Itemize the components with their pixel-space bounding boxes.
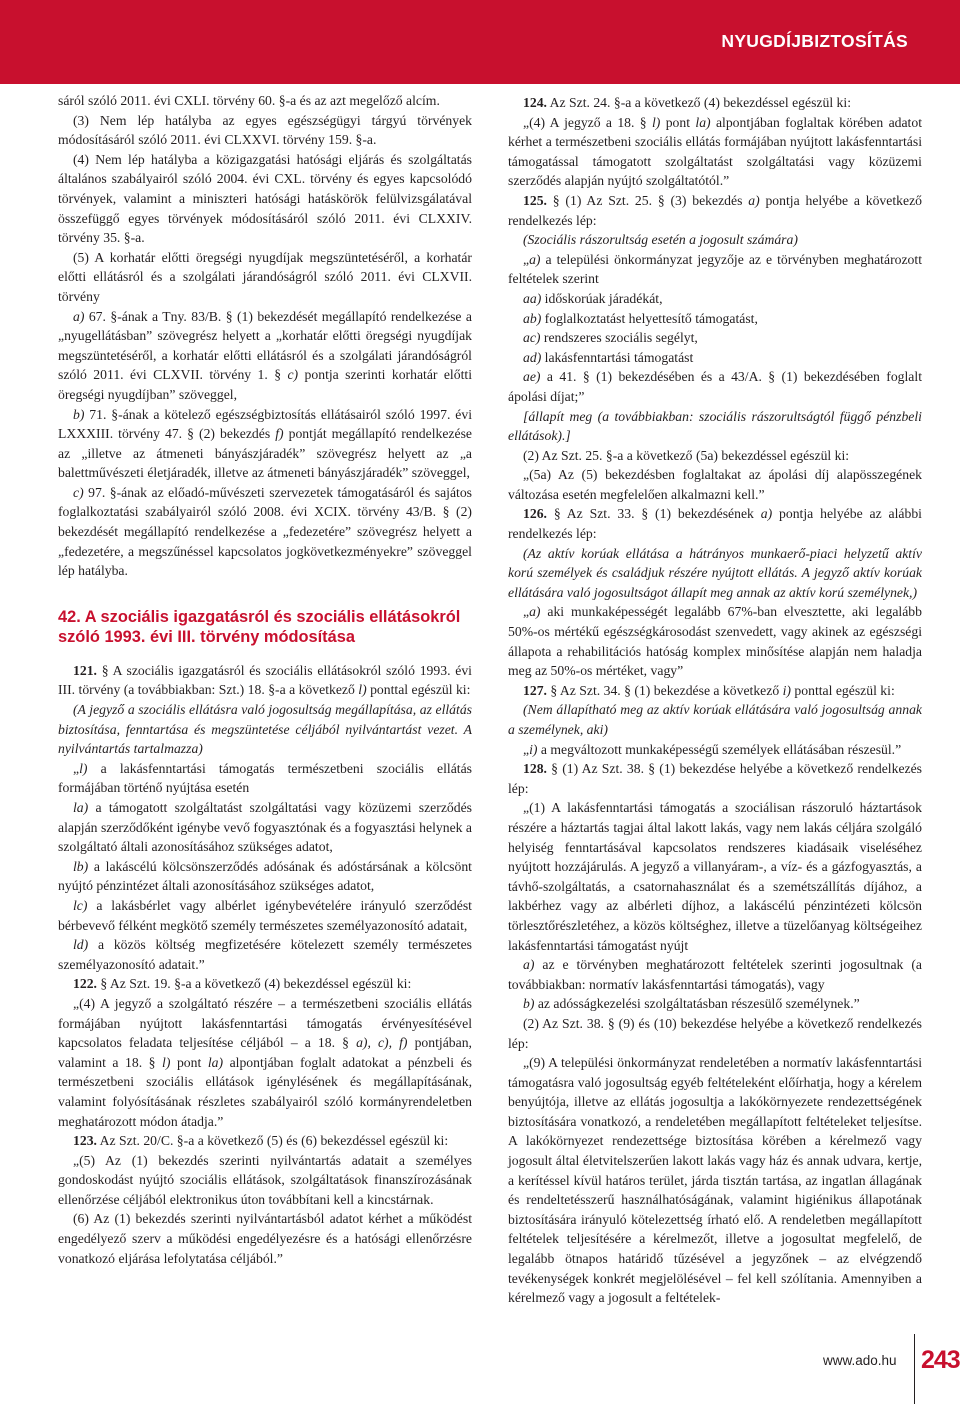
text-run: la)	[695, 114, 711, 130]
paragraph	[58, 248, 472, 307]
text-run: (A jegyző a szociális ellátásra való jogosultság megállapítása, az ellátás biztosítása, fenntartása és megszüntetése céljából nyilvántartást vezet. A nyilvántartás tartalmazza)	[58, 702, 472, 757]
text-run: 71. §-ának a kötelező egészségbiztosítás ellátásairól szóló 1997. évi LXXXIII. törvény 47. § (2) bekezdés	[58, 406, 472, 442]
text-run: a)	[529, 604, 541, 620]
text-run: a lakásbérlet vagy albérlet igénybevételére irányuló szerződést bérbevevő félként megkötő személy természetes személyazonosító adatait,	[58, 897, 472, 933]
paragraph-number: 123.	[73, 1133, 97, 1149]
section-title: NYUGDÍJBIZTOSÍTÁS	[721, 31, 908, 51]
text-run: § (1) Az Szt. 38. § (1) bekezdése helyébe a következő rendelkezés lép:	[508, 761, 922, 796]
text-run: c)	[287, 367, 299, 383]
text-run: „(5) Az (1) bekezdés szerinti nyilvántartás adatait a személyes gondoskodást nyújtó szociális ellátások, szolgáltatások finanszírozásának ellenőrzése céljából elektronikus úton továbbítani kell a kincstárnak.	[58, 1152, 472, 1207]
text-run: alpontjában foglaltak körében adatot kérhet a természetbeni szociális ellátás formájában nyújtott lakásfenntartási támogatással támogatott szolgáltatást szolgáltatási vagy közüzemi szerződés alapján nyújtó szolgáltatótól.”	[508, 114, 923, 189]
text-run: § Az Szt. 19. §-a a következő (4) bekezdéssel egészül ki:	[96, 976, 412, 992]
text-run: a 41. § (1) bekezdésében és a 43/A. § (1) bekezdésében foglalt ápolási díjat;”	[508, 369, 922, 404]
paragraph	[508, 994, 922, 1014]
text-run: § Az Szt. 34. § (1) bekezdése a következő	[546, 682, 783, 698]
text-run: (5) A korhatár előtti öregségi nyugdíjak megszüntetéséről, a korhatár előtti ellátásról és a szolgálati járandóságról szóló 2011. évi CLXVII. törvény	[58, 249, 472, 304]
paragraph	[508, 544, 922, 603]
text-run: a támogatott szolgáltatást szolgáltatási vagy közüzemi szerződés alapján szerződőként igénybe vevő fogyasztónak és a fogyasztási helynek a szolgáltató általi azonosításához szükséges adatot,	[58, 800, 472, 855]
footer-divider	[914, 1334, 915, 1404]
text-run: lakásfenntartási támogatást	[541, 349, 694, 365]
text-run: f)	[275, 426, 284, 442]
footer-url[interactable]: www.ado.hu	[823, 1353, 897, 1368]
text-run: a)	[760, 506, 773, 522]
text-run: c)	[73, 484, 84, 500]
text-run: pontja helyébe az alábbi rendelkezés lép:	[508, 506, 922, 542]
paragraph	[508, 309, 922, 329]
paragraph	[508, 407, 922, 446]
text-run: ac)	[523, 330, 541, 346]
paragraph	[508, 759, 922, 798]
text-run: ae)	[523, 369, 541, 385]
paragraph	[508, 348, 922, 368]
text-run: lb)	[73, 858, 89, 874]
text-run: „(9) A települési önkormányzat rendeletében a normatív lakásfenntartási támogatásra való jogosultság egyéb feltételeként előírhatja, hogy a kérelem benyújtója, illetve az ellátás jogosultja a lakókörnyezete rendezettségének biztosítására vonatkozó, a rendeletében megállapított feltételeket teljesítse. A lakókörnyezet rendezettsége biztosítása körében a kérelmező vagy jogosult által életvitelszerűen lakott lakás vagy ház és annak udvara, kertje, a kerítéssel kívül határos terület, járda tisztán tartása, az ingatlan állagának és rendeltetésszerű használhatóságának, valamint higiénikus állapotának biztosítására irányuló kötelezettség írható elő. A rendeletben megállapított feltételek teljesítésére a kérelmezőt, illetve a jogosultat megfelelő, de legalább ötnapos határidő tűzésével a jegyzőnek – az elvégzendő tevékenységek konkrét megjelölésével – fel kell szólítania. Amennyiben a kérelmező vagy a jogosult a feltételek-	[508, 1055, 922, 1306]
text-run: a)	[73, 308, 85, 324]
text-run: alpontjában foglalt adatokat a pénzbeli és természetbeni szociális ellátások igénylésének és megállapításának, valamint folyósításának részletes szabályairól szóló kormányrendeletben meghatározott módon átadja.”	[58, 1054, 473, 1129]
paragraph	[58, 1209, 472, 1268]
text-run: időskorúak járadékát,	[541, 290, 663, 306]
paragraph	[508, 93, 922, 113]
paragraph-number: 127.	[523, 682, 547, 698]
paragraph	[58, 896, 472, 935]
text-run: aki munkaképességét legalább 67%-ban elvesztette, aki legalább 50%-os mértékű egészségkárosodást szenvedett, vagy akinek az egészségi állapota a rehabilitációs hatóság komplex minősítése alapján nem haladja meg az 50%-os mértéket, vagy”	[508, 604, 922, 679]
text-run: az adósságkezelési szolgáltatásban részesülő személynek.”	[534, 996, 860, 1012]
paragraph-number: 125.	[523, 192, 547, 208]
paragraph	[508, 328, 922, 348]
paragraph	[508, 191, 922, 230]
text-run: lc)	[73, 897, 88, 913]
text-run: pont	[660, 114, 696, 130]
paragraph	[508, 602, 922, 680]
text-run: pontjában, valamint a 18. §	[58, 1035, 472, 1070]
text-run: (6) Az (1) bekezdés szerinti nyilvántartásból adatot kérhet a működést engedélyező szerv a működési engedélyezésre és a hatósági ellenőrzésre vonatkozó eljárása lefolytatása céljából.”	[58, 1211, 472, 1266]
paragraph	[508, 1014, 922, 1053]
paragraph	[508, 113, 922, 191]
text-run: la)	[207, 1054, 224, 1070]
text-run: „	[73, 760, 80, 776]
paragraph	[508, 250, 922, 289]
text-run: rendszeres szociális segélyt,	[540, 330, 698, 346]
text-run: § A szociális igazgatásról és szociális ellátásokról szóló 1993. évi III. törvény (a továbbiakban: Szt.) 18. §-a a következő	[58, 662, 472, 698]
paragraph	[58, 798, 472, 857]
right-column	[508, 93, 922, 1308]
text-run: l)	[79, 760, 88, 776]
paragraph	[508, 367, 922, 406]
paragraph	[58, 307, 472, 405]
header-band	[0, 0, 960, 84]
text-run: „	[523, 604, 530, 620]
text-run: „(1) A lakásfenntartási támogatás a szociálisan rászoruló háztartások részére a háztartás tagjai által lakott lakás, vagy nem lakás céljára szolgáló helyiség fenntartásával kapcsolatos rendszeres kiadásaik viseléséhez nyújtott hozzájárulás. A jegyző a villanyáram-, a víz- és a gázfogyasztás, a távhő-szolgáltatás, a csatornahasználat és a szemétszállítás díjához, a lakbérhez vagy az albérleti díjhoz, a lakáscélú pénzintézeti kölcsön törlesztőrészletéhez, a közös költséghez, illetve a tüzelőanyag költségeihez lakásfenntartási támogatást nyújt	[508, 800, 922, 953]
text-run: ab)	[523, 310, 542, 326]
paragraph	[508, 446, 922, 466]
paragraph	[58, 483, 472, 581]
text-run: (2) Az Szt. 25. §-a a következő (5a) bekezdéssel egészül ki:	[523, 447, 850, 463]
paragraph	[58, 857, 472, 896]
text-run: b)	[73, 406, 85, 422]
paragraph	[58, 700, 472, 759]
left-column	[58, 91, 472, 1268]
text-run: az e törvényben meghatározott feltételek szerinti jogosultnak (a továbbiakban: normatív lakásfenntartási támogatás), vagy	[508, 957, 922, 992]
text-run: 42. A szociális igazgatásról és szociális ellátásokról szóló 1993. évi III. törvény módosítása	[58, 607, 461, 646]
paragraph	[58, 1151, 472, 1210]
paragraph	[508, 230, 922, 250]
paragraph	[58, 661, 472, 700]
text-run: aa)	[523, 290, 542, 306]
text-run: a)	[529, 251, 541, 267]
paragraph	[58, 91, 472, 111]
text-run: pontja helyébe a következő rendelkezés lép:	[508, 192, 922, 228]
text-run: (4) Nem lép hatályba a közigazgatási hatósági eljárás és szolgáltatás általános szabályairól szóló 2004. évi CXL. törvény és egyes kapcsolódó törvények, valamint a miniszteri hatósági hatáskörök felülvizsgálatával összefüggő egyes törvények módosításáról szóló 2011. évi CLXXIV. törvény 35. §-a.	[58, 151, 472, 246]
text-run: (Nem állapítható meg az aktív korúak ellátására való jogosultság annak a személynek, aki)	[508, 702, 922, 737]
text-run: i)	[529, 741, 538, 757]
paragraph	[58, 974, 472, 994]
text-run: § (1) Az Szt. 25. § (3) bekezdés	[546, 192, 749, 208]
text-run: a lakásfenntartási támogatás természetbeni szociális ellátás formájában történő nyújtása esetén	[58, 760, 472, 796]
text-run: 97. §-ának az előadó-művészeti szervezetek támogatásáról és sajátos foglalkoztatási szabályairól szóló 2008. évi XCIX. törvény 43/B. § (2) bekezdését megállapító rendelkezése a „fedezetére” szövegrész helyett a „fedezetére, a megszűnéssel kapcsolatos jogkövetkezményekre” szöveggel lép hatályba.	[58, 484, 472, 579]
page-number: 243	[921, 1346, 960, 1374]
paragraph-number: 126.	[523, 506, 547, 522]
paragraph	[508, 465, 922, 504]
text-run: pontját megállapító rendelkezése az „illetve az átmeneti bányászjáradék” szövegrész helyett az „a balettművészeti életjáradék, illetve az átmeneti bányászjáradék” szöveggel,	[58, 426, 472, 481]
text-run: „(4) A jegyző a szolgáltató részére – a természetbeni szociális ellátás formájában nyújtott lakásfenntartási támogatás érvényesítésével kapcsolatos feladata teljesítése céljából – a 18. §	[58, 995, 472, 1051]
paragraph	[508, 740, 922, 760]
text-run: la)	[73, 800, 89, 815]
text-run: sáról szóló 2011. évi CXLI. törvény 60. §-a és az azt megelőző alcím.	[58, 93, 440, 108]
paragraph-number: 124.	[523, 95, 547, 110]
paragraph	[58, 405, 472, 483]
paragraph-number: 121.	[73, 662, 97, 678]
text-run: pontja szerinti korhatár előtti öregségi nyugdíjban” szöveggel,	[58, 367, 472, 402]
paragraph-number: 128.	[523, 761, 547, 777]
text-run: ponttal egészül ki:	[790, 682, 895, 698]
section-heading	[58, 607, 472, 647]
text-run: „(5a) Az (5) bekezdésben foglaltakat az ápolási díj alapösszegének változása esetén megfelelően alkalmazni kell.”	[508, 467, 922, 502]
paragraph	[58, 1131, 472, 1151]
text-run: [állapít meg (a továbbiakban: szociális rászorultságtól függő pénzbeli ellátások).]	[508, 408, 922, 444]
text-run: pont	[170, 1054, 208, 1070]
text-run: ponttal egészül ki:	[366, 682, 471, 698]
paragraph	[58, 111, 472, 150]
paragraph	[508, 681, 922, 701]
paragraph	[508, 798, 922, 955]
text-run: b)	[523, 996, 535, 1012]
text-run: (3) Nem lép hatályba az egyes egészségügyi tárgyú törvények módosításáról szóló 2011. évi CLXXVI. törvény 159. §-a.	[58, 112, 472, 148]
paragraph	[508, 504, 922, 543]
text-run: l)	[162, 1054, 171, 1070]
text-run: foglalkoztatást helyettesítő támogatást,	[541, 310, 758, 326]
paragraph	[58, 759, 472, 798]
paragraph	[508, 955, 922, 994]
text-run: Az Szt. 24. §-a a következő (4) bekezdéssel egészül ki:	[546, 95, 852, 110]
paragraph	[58, 994, 472, 1131]
text-run: a lakáscélú kölcsönszerződés adósának és adóstársának a kölcsönt nyújtó pénzintézet általi azonosításához szükséges adatot,	[58, 858, 472, 894]
text-run: „	[523, 251, 530, 267]
text-run: a)	[748, 192, 760, 208]
text-run: (2) Az Szt. 38. § (9) és (10) bekezdése helyébe a következő rendelkezés lép:	[508, 1015, 922, 1051]
text-run: 67. §-ának a Tny. 83/B. § (1) bekezdését megállapító rendelkezése a „nyugellátásban” szövegrész helyett a „korhatár előtti öregségi nyugdíjak megszüntetéséről, a korhatár előtti ellátásról és a szolgálati járandóságról szóló 2011. évi CLXVII. törvény 1. §	[58, 308, 472, 383]
text-run: § Az Szt. 33. § (1) bekezdésének	[546, 506, 761, 522]
text-run: l)	[651, 114, 661, 130]
text-run: a közös költség megfizetésére kötelezett személy természetes személyazonosító adatait.”	[58, 937, 472, 972]
text-run: ad)	[523, 349, 542, 365]
text-run: a megváltozott munkaképességű személyek ellátásában részesül.”	[537, 741, 902, 757]
text-run: (Az aktív korúak ellátása a hátrányos munkaerő-piaci helyzetű aktív korú személyek és családjuk részére nyújtott ellátás. A jegyző aktív korúak ellátására való jogosultságot állapít meg annak az aktív korú személynek,)	[508, 545, 922, 600]
text-run: l)	[358, 682, 367, 698]
text-run: „	[523, 741, 530, 757]
text-run: a)	[523, 957, 535, 973]
paragraph	[58, 935, 472, 974]
text-run: ld)	[73, 937, 89, 953]
text-run: i)	[782, 682, 791, 698]
text-run: a), c), f)	[356, 1035, 408, 1051]
text-run: Az Szt. 20/C. §-a a következő (5) és (6) bekezdéssel egészül ki:	[96, 1133, 449, 1149]
paragraph	[508, 700, 922, 739]
paragraph	[508, 289, 922, 309]
text-run: (Szociális rászorultság esetén a jogosult számára)	[523, 232, 798, 248]
paragraph	[58, 150, 472, 248]
text-run: „(4) A jegyző a 18. §	[523, 114, 652, 130]
text-run: a települési önkormányzat jegyzője az e törvényben meghatározott feltételek szerint	[508, 251, 922, 287]
paragraph-number: 122.	[73, 976, 97, 992]
paragraph	[508, 1053, 922, 1308]
